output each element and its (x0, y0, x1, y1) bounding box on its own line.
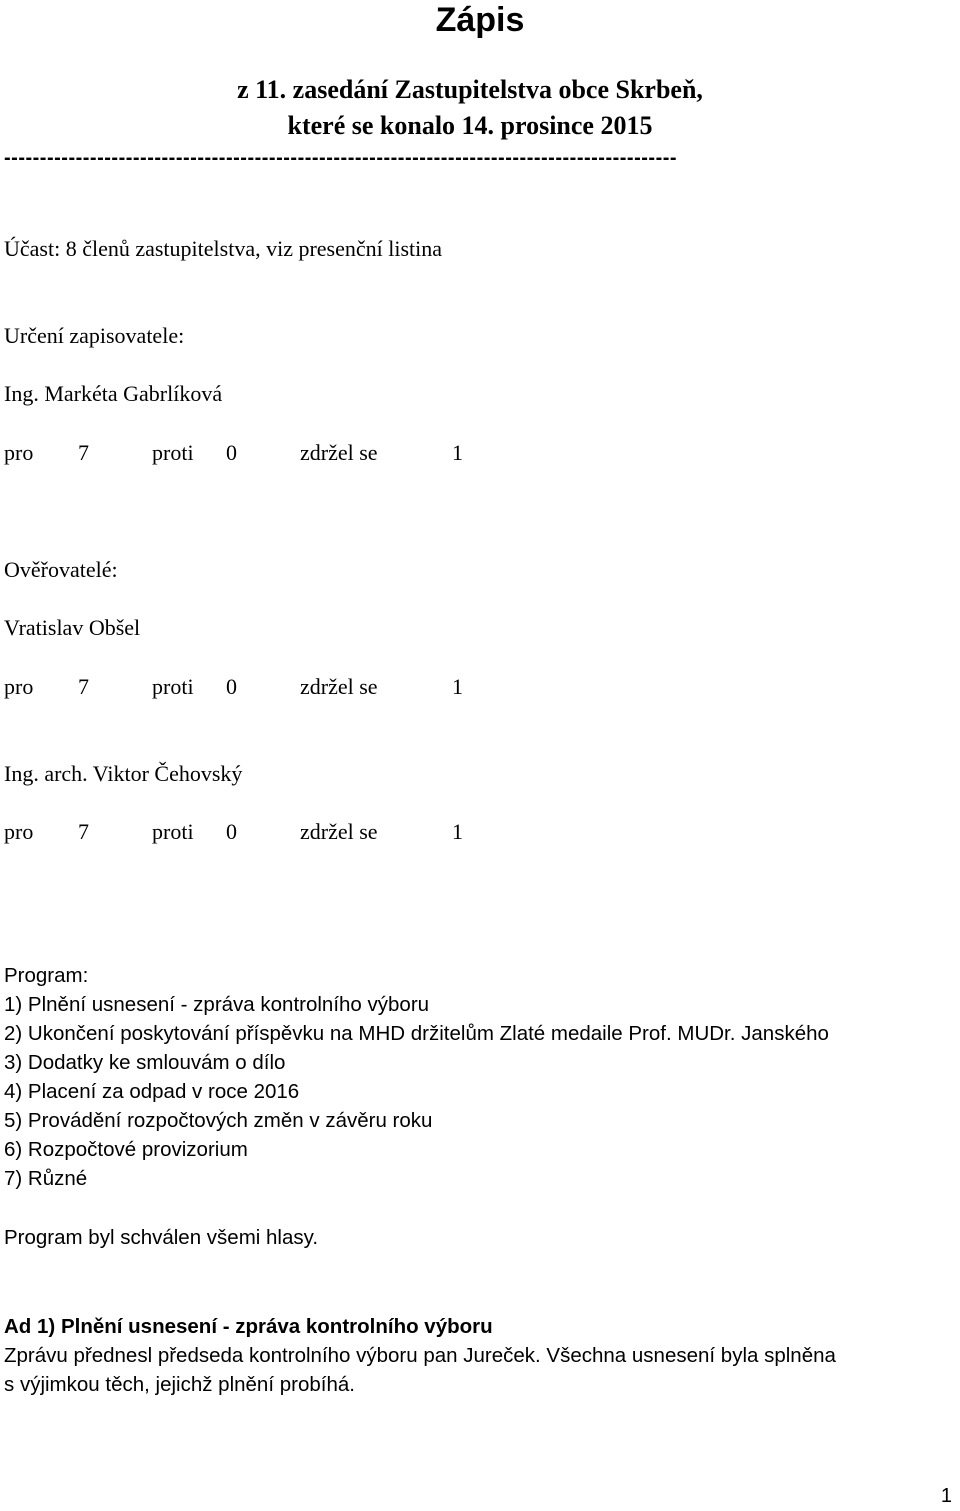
verifier-name: Ing. arch. Viktor Čehovský (4, 761, 243, 786)
vote-pro-label: pro (4, 674, 34, 699)
vote-proti-label: proti (152, 674, 194, 699)
program-approval: Program byl schválen všemi hlasy. (4, 1226, 319, 1249)
program-item: 4) Placení za odpad v roce 2016 (4, 1080, 300, 1103)
recorder-name: Ing. Markéta Gabrlíková (4, 381, 223, 406)
vote-proti-count: 0 (226, 674, 237, 699)
section-heading: Ad 1) Plnění usnesení - zpráva kontrolního výboru (4, 1315, 493, 1338)
attendance: Účast: 8 členů zastupitelstva, viz presenční listina (4, 236, 443, 261)
program-item: 7) Různé (4, 1167, 88, 1190)
program-item: 2) Ukončení poskytování příspěvku na MHD držitelům Zlaté medaile Prof. MUDr. Janského (4, 1022, 829, 1045)
section-paragraph: s výjimkou těch, jejichž plnění probíhá. (4, 1373, 355, 1396)
vote-pro-count: 7 (78, 440, 89, 465)
vote-zdrzel-count: 1 (452, 819, 463, 844)
vote-zdrzel-label: zdržel se (300, 440, 378, 465)
recorder-vote (4, 439, 504, 467)
vote-proti-count: 0 (226, 819, 237, 844)
separator-line: ---------------------------------------------------------------------------------------------- (4, 147, 678, 169)
vote-proti-count: 0 (226, 440, 237, 465)
vote-zdrzel-label: zdržel se (300, 674, 378, 699)
program-item: 3) Dodatky ke smlouvám o dílo (4, 1051, 286, 1074)
vote-zdrzel-count: 1 (452, 674, 463, 699)
vote-proti-label: proti (152, 440, 194, 465)
verifier-vote (4, 673, 504, 701)
vote-zdrzel-count: 1 (452, 440, 463, 465)
meeting-date: které se konalo 14. prosince 2015 (287, 111, 653, 140)
vote-pro-count: 7 (78, 674, 89, 699)
vote-proti-label: proti (152, 819, 194, 844)
vote-zdrzel-label: zdržel se (300, 819, 378, 844)
document-title: Zápis (435, 1, 525, 39)
program-item: 6) Rozpočtové provizorium (4, 1138, 248, 1161)
page-number: 1 (940, 1485, 952, 1507)
verifier-vote (4, 818, 504, 846)
vote-pro-label: pro (4, 819, 34, 844)
meeting-subtitle: z 11. zasedání Zastupitelstva obce Skrbeň, (237, 75, 703, 104)
verifiers-label: Ověřovatelé: (4, 557, 118, 582)
recorder-label: Určení zapisovatele: (4, 323, 185, 348)
vote-pro-count: 7 (78, 819, 89, 844)
program-item: 5) Provádění rozpočtových změn v závěru roku (4, 1109, 433, 1132)
section-paragraph: Zprávu přednesl předseda kontrolního výboru pan Jureček. Všechna usnesení byla splněna (4, 1344, 836, 1367)
vote-pro-label: pro (4, 440, 34, 465)
verifier-name: Vratislav Obšel (4, 615, 141, 640)
program-item: 1) Plnění usnesení - zpráva kontrolního výboru (4, 993, 430, 1016)
program-label: Program: (4, 964, 89, 987)
